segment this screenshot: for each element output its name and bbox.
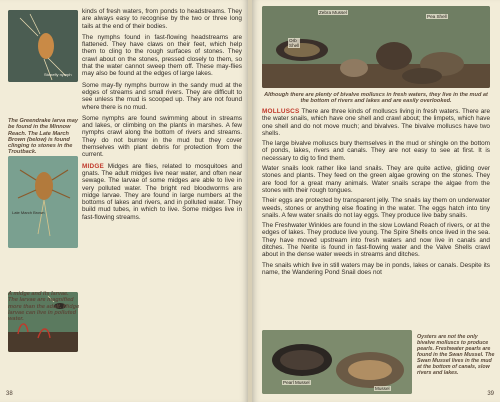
bivalve-caption: Although there are plenty of bivalve molluscs in fresh waters, they live in the mud at the bottom of rivers and lakes and are easily overlooked.: [264, 92, 488, 105]
zebra-mussel-label: Zebra Mussel: [319, 10, 347, 15]
right-page: [252, 0, 500, 402]
paragraph: The large bivalve molluscs bury themselves in the mud or shingle on the bottom of ponds, lakes, rivers and canals. They are not easy to see at first. It is necessary to dig to find them.: [262, 140, 490, 162]
midge-text: Midges are flies, related to mosquitoes and gnats. The adult midges live near water, and often near sewage. The larvae of some midges are able to live in very polluted water. The bright red bloodworms are midge larvae. They are found in large numbers at the bottoms of lakes and rivers, and in polluted water. They build mud tubes, in which to live. Some midges live in fast-flowing streams.: [82, 162, 243, 221]
midge-heading: MIDGE: [82, 162, 104, 170]
late-march-brown-label: Late March Brown: [12, 210, 45, 215]
paragraph: Some may-fly nymphs burrow in the sandy mud at the edges of streams and small rivers. They are difficult to see unless the mud is scooped up. They are not found where there is no mud.: [82, 81, 242, 111]
swan-mussel-caption: Oysters are not the only bivalve molluscs to produce pearls. Freshwater pearls are found in the Swan Mussel. The Swan Mussel lives in the mud at the bottom of canals, slow rivers and lakes.: [417, 334, 495, 376]
pearl-mussel-label: Pearl Mussel: [283, 380, 310, 385]
paragraph: The Freshwater Winkles are found in the slow Lowland Reach of rivers, or at the edges of lakes. They produce live young. The Spire Shells once lived in the sea. They have moved upstream into fresh waters and now live in canals and ditches. The Nerite is found in fast-flowing water and the Valve Shells crawl about in the dense water weeds in streams and ditches.: [262, 222, 490, 259]
stonefly-nymph-illustration: [8, 10, 78, 82]
paragraph: The nymphs found in fast-flowing headstreams are flattened. They have claws on their feet, which help them to cling to the rough surfaces of stones. They crawl about on the stones, pressed closely to them, so that the water cannot sweep them off. These may-flies may also be found at the edges of large lakes.: [82, 33, 242, 78]
left-page: [0, 0, 248, 402]
page-number-right: 39: [487, 391, 494, 397]
molluscs-text: There are three kinds of molluscs living in fresh waters. There are the water snails, which have one shell and crawl about; the limpets, which have one shell and do not move much; and bivalves. The bivalve molluscs have two shells.: [262, 108, 490, 137]
caption-midge: A midge and its larvae. The larvae are magnified more than the adult. Midge larvae can live in polluted water.: [8, 291, 80, 323]
bivalve-plate: [262, 6, 490, 88]
mussel-plate: [262, 330, 412, 394]
caption-greendrake: The Greendrake larva may be found in the Minnow Reach. The Late March Brown (below) is found clinging to stones in the Troutback.: [8, 118, 78, 156]
stonefly-label: Stonefly nymph: [44, 72, 72, 77]
right-text-column: [262, 108, 490, 279]
midge-paragraph: [82, 163, 242, 221]
paragraph: The snails which live in still waters may be in ponds, lakes or canals. Despite its name, the Wandering Pond Snail does not: [262, 261, 490, 276]
orb-shell-label: Orb Shell: [289, 38, 300, 48]
paragraph: kinds of fresh waters, from ponds to headstreams. They are always easy to recognise by the two or three long tails at the end of their bodies.: [82, 8, 242, 30]
molluscs-heading: MOLLUSCS: [262, 108, 300, 115]
late-march-brown-illustration: [8, 156, 78, 248]
page-number-left: 38: [6, 391, 13, 397]
paragraph: Water snails look rather like land snails. They are quite active, gliding over stones and plants. They feed on the green algae growing on the stones. They are food for a great many animals. Water snails scrape the algae from the stones with their rough tongues.: [262, 165, 490, 194]
paragraph: Some nymphs are found swimming about in streams and lakes, or climbing on the plants in marshes. A few nymphs crawl along the bottom of rivers and streams. They do not burrow in the mud but they cover themselves with plant debris for protection from the current.: [82, 114, 242, 159]
pea-shell-label: Pea Shell: [427, 14, 447, 19]
left-text-column: [82, 8, 242, 225]
molluscs-paragraph: [262, 108, 490, 137]
paragraph: Their eggs are protected by transparent jelly. The snails lay them on underwater weeds, stones or anything else floating in the water. The eggs hatch into tiny snails. A few water snails do not lay eggs. They produce live baby snails.: [262, 197, 490, 219]
mussel-label: Mussel: [375, 386, 390, 391]
